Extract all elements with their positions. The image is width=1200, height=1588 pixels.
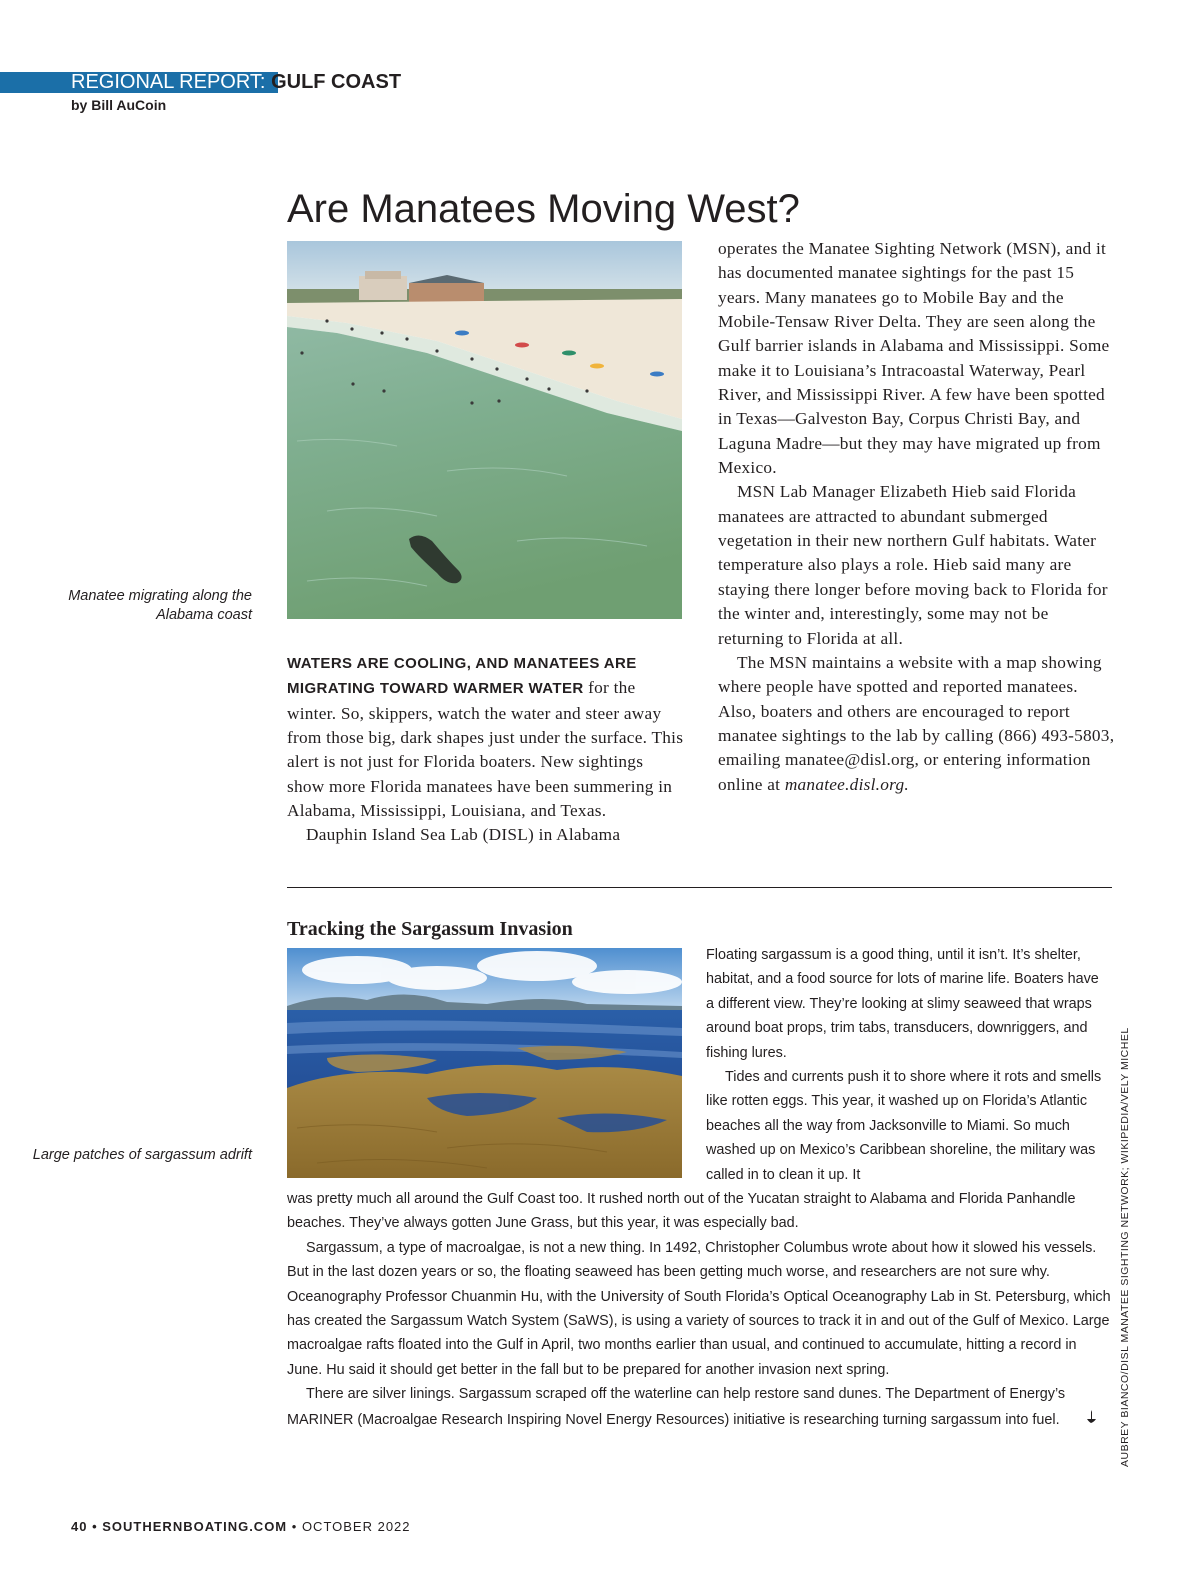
article1-left-column: [287, 651, 685, 848]
sargassum-headline: Tracking the Sargassum Invasion: [287, 918, 573, 940]
section-region: GULF COAST: [271, 71, 402, 93]
article2-paragraph: Sargassum, a type of macroalgae, is not a new thing. In 1492, Christopher Columbus wrote about how it slowed his vessels. But in the last dozen years or so, the floating seaweed has been getting much worse, and researchers are not sure why. Oceanography Professor Chuanmin Hu, with the University of South Florida’s Optical Oceanography Lab in St. Petersburg, which has created the Sargassum Watch System (SaWS), is using a variety of sources to track it in and out of the Gulf of Mexico. Large macroalgae rafts floated into the Gulf in April, two months earlier than usual, and continued to accumulate, hitting a record in June. Hu said it should get better in the fall but to be prepared for another invasion next spring.: [287, 1239, 1111, 1378]
article2-wrap-column: [706, 943, 1106, 1187]
article1-paragraph: [287, 651, 685, 823]
paragraph-text: The MSN maintains a website with a map showing where people have spotted and reported manatees. Also, boaters and others are encouraged to report manatee sightings to the lab by calling (866) 493-5803, emailing manatee@disl.org, or entering information online at: [718, 652, 1115, 794]
page-footer: [71, 1519, 411, 1534]
section-kicker: REGIONAL REPORT:: [71, 71, 266, 93]
article2-paragraph: Tides and currents push it to shore where it rots and smells like rotten eggs. This year, it washed up on Florida’s Atlantic beaches all the way from Jacksonville to Miami. So much washed up on Mexico’s Caribbean shoreline, the military was called in to clean it up. It: [706, 1069, 1102, 1183]
article2-paragraph: Floating sargassum is a good thing, until it isn’t. It’s shelter, habitat, and a food source for lots of marine life. Boaters have a different view. They’re looking at slimy seaweed that wraps around boat props, trim tabs, transducers, downriggers, and fishing lures.: [706, 947, 1099, 1061]
byline: by Bill AuCoin: [71, 97, 167, 113]
lead-in-caps: WATERS ARE COOLING, AND MANATEES ARE MIGRATING TOWARD WARMER WATER: [287, 655, 637, 698]
footer-separator: •: [291, 1519, 302, 1534]
article1-right-column: [718, 237, 1116, 797]
footer-site: SOUTHERNBOATING.COM: [102, 1519, 288, 1534]
sargassum-photo: [287, 948, 682, 1178]
manatee-photo: [287, 241, 682, 619]
article2-paragraph: [287, 1382, 1113, 1432]
main-headline: Are Manatees Moving West?: [287, 187, 800, 231]
section-divider: [287, 887, 1112, 888]
article2-paragraph: was pretty much all around the Gulf Coast too. It rushed north out of the Yucatan straight to Alabama and Florida Panhandle beaches. They’ve always gotten June Grass, but this year, it was especially bad.: [287, 1191, 1076, 1232]
end-of-story-icon: [1066, 1407, 1097, 1431]
closing-paragraph-text: There are silver linings. Sargassum scraped off the waterline can help restore sand dunes. The Department of Energy’s MARINER (Macroalgae Research Inspiring Novel Energy Resources) initiative is researching turning sargassum into fuel.: [287, 1386, 1066, 1428]
footer-separator: •: [92, 1519, 103, 1534]
photo-credit: AUBREY BIANCO/DISL MANATEE SIGHTING NETWORK; WIKIPEDIA/VELY MICHEL: [1119, 1027, 1131, 1467]
footer-issue: OCTOBER 2022: [301, 1519, 411, 1534]
article1-paragraph: Dauphin Island Sea Lab (DISL) in Alabama: [306, 825, 621, 845]
website-link[interactable]: manatee.disl.org.: [784, 774, 909, 794]
article1-paragraph: [718, 651, 1116, 797]
section-label: [71, 70, 401, 94]
article1-paragraph: operates the Manatee Sighting Network (MSN), and it has documented manatee sightings for the past 15 years. Many manatees go to Mobile Bay and the Mobile-Tensaw River Delta. They are seen along the Gulf barrier islands in Alabama and Mississippi. Some make it to Louisiana’s Intracoastal Waterway, Pearl River, and Mississippi River. A few have been spotted in Texas—Galveston Bay, Corpus Christi Bay, and Laguna Madre—but they may have migrated up from Mexico.: [718, 239, 1110, 478]
lead-paragraph-text: for the winter. So, skippers, watch the water and steer away from those big, dark shapes just under the surface. This alert is not just for Florida boaters. New sightings show more Florida manatees have been summering in Alabama, Mississippi, Louisiana, and Texas.: [287, 678, 684, 821]
sargassum-photo-caption: Large patches of sargassum adrift: [32, 1147, 252, 1163]
page-number: 40: [71, 1519, 88, 1534]
article1-paragraph: MSN Lab Manager Elizabeth Hieb said Florida manatees are attracted to abundant submerged vegetation in their new northern Gulf habitats. Water temperature also plays a role. Hieb said many are staying there longer before moving back to Florida for the winter and, interestingly, some may not be returning to Florida at all.: [718, 482, 1108, 648]
article2-full-width-text: [287, 1187, 1113, 1432]
manatee-photo-caption: Manatee migrating along the Alabama coast: [68, 588, 252, 623]
